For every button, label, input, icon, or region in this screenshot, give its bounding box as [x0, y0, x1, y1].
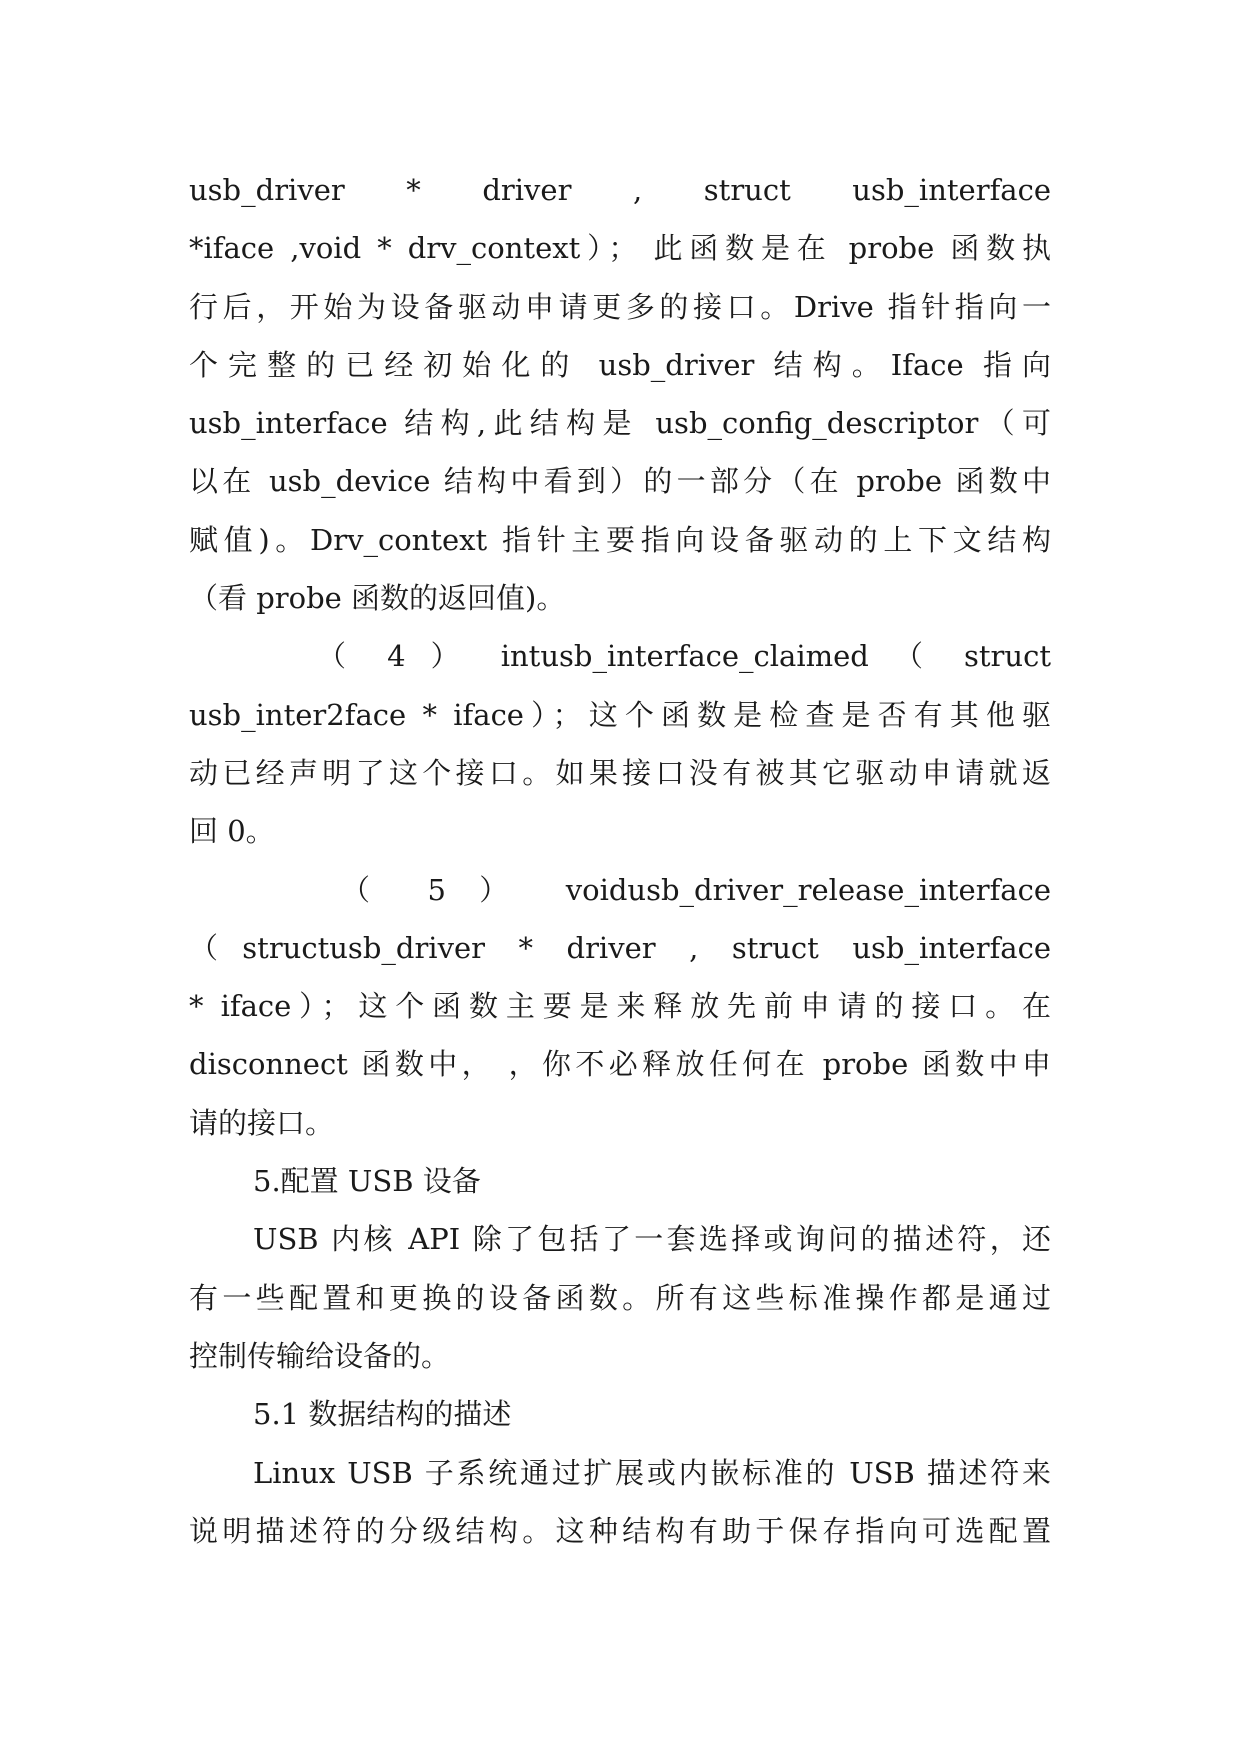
text-line: 控制传输给设备的。	[189, 1338, 451, 1373]
text-line: disconnect 函数中， ，你不必释放任何在 probe 函数中申	[189, 1047, 1051, 1082]
text-line: 赋值)。Drv_context 指针主要指向设备驱动的上下文结构	[189, 522, 1051, 557]
document-body	[189, 161, 1051, 1560]
text-line: *iface ,void * drv_context）； 此函数是在 probe 函数执	[189, 231, 1051, 266]
text-line: 有一些配置和更换的设备函数。所有这些标准操作都是通过	[189, 1280, 1051, 1315]
text-line: USB 内核 API 除了包括了一套选择或询问的描述符，还	[253, 1222, 1051, 1257]
text-line: 说明描述符的分级结构。这种结构有助于保存指向可选配置	[189, 1513, 1051, 1548]
text-line: usb_interface 结构,此结构是 usb_config_descriptor（可	[189, 406, 1051, 441]
text-line: 以在 usb_device 结构中看到）的一部分（在 probe 函数中	[189, 464, 1051, 499]
text-line: Linux USB 子系统通过扩展或内嵌标准的 USB 描述符来	[253, 1455, 1051, 1490]
text-line: 行后，开始为设备驱动申请更多的接口。Drive 指针指向一	[189, 289, 1051, 324]
section-heading: 5.1 数据结构的描述	[253, 1397, 512, 1432]
text-line: usb_driver * driver , struct usb_interface	[189, 173, 1051, 207]
text-line: （ 5 ） voidusb_driver_release_interface	[341, 872, 1051, 907]
text-line: （看 probe 函数的返回值)。	[189, 581, 566, 616]
text-line: 个完整的已经初始化的 usb_driver 结构。Iface 指向	[189, 347, 1051, 382]
text-line: 回 0。	[189, 814, 275, 849]
text-line: usb_inter2face * iface）；这个函数是检查是否有其他驱	[189, 697, 1051, 732]
text-line: （ 4 ） intusb_interface_claimed （ struct	[317, 639, 1051, 674]
text-line: 请的接口。	[189, 1105, 335, 1140]
text-line: 动已经声明了这个接口。如果接口没有被其它驱动申请就返	[189, 755, 1051, 790]
text-line: * iface）；这个函数主要是来释放先前申请的接口。在	[189, 989, 1051, 1024]
section-heading: 5.配置 USB 设备	[253, 1164, 481, 1199]
text-line: （structusb_driver * driver , struct usb_interface	[189, 930, 1051, 965]
